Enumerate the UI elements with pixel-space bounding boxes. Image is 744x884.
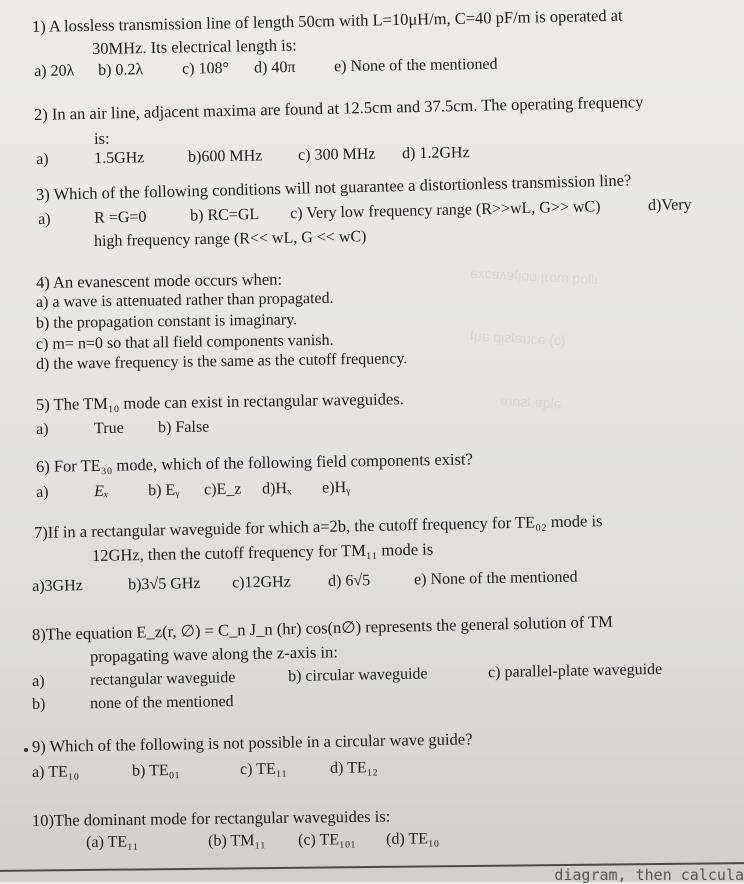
q2-option-a-value: 1.5GHz	[93, 149, 145, 168]
q5-option-a-value: True	[93, 419, 124, 438]
q10-option-d: (d) TE₁₀	[385, 830, 440, 848]
q2-option-c: c) 300 MHz	[297, 145, 376, 164]
q3-option-b: b) RC=GL	[189, 205, 260, 225]
q7-option-a: a)3GHz	[32, 577, 83, 595]
q9-option-d: d) TE₁₂	[329, 759, 378, 777]
q10-stem: 10)The dominant mode for rectangular waveguides is:	[31, 806, 391, 830]
q10-option-b: (b) TM₁₁	[207, 832, 266, 850]
bullet-mark	[24, 748, 28, 752]
q2-option-a: a)	[36, 150, 49, 168]
q5-option-a: a)	[36, 420, 49, 438]
next-page-fragment: diagram, then calcula	[554, 866, 744, 884]
show-through-text: (ɔ) ǝɔuɐʇsᴉp ǝɥʇ	[469, 327, 567, 349]
q6-option-a: a)	[36, 483, 49, 501]
q10-option-c: (c) TE₁₀₁	[297, 831, 356, 849]
q3-option-a: a)	[38, 210, 51, 228]
q3-option-c: c) Very low frequency range (R>>wL, G>> wC)	[289, 198, 601, 223]
q8-option-b-value: none of the mentioned	[89, 693, 234, 713]
q7-stem-line2: 12GHz, then the cutoff frequency for TM₁₁ mode is	[91, 539, 434, 565]
q8-option-c: c) parallel-plate waveguide	[487, 660, 663, 682]
q3-option-a-value: R =G=0	[93, 208, 147, 227]
q1-option-a: a) 20λ	[34, 62, 75, 80]
q7-option-e: e) None of the mentioned	[413, 568, 578, 589]
q2-option-b: b)600 MHz	[187, 147, 263, 166]
q6-option-e: e)Hᵧ	[321, 479, 351, 497]
q7-stem-line1: 7)If in a rectangular waveguide for which a=2b, the cutoff frequency for TE₀₂ mode is	[33, 511, 603, 542]
q7-option-c: c)12GHz	[231, 573, 291, 592]
q2-option-d: d) 1.2GHz	[401, 144, 470, 163]
q6-option-d: d)Hₓ	[261, 479, 292, 498]
q7-option-d: d) 6√5	[327, 572, 371, 590]
q4-option-b: b) the propagation constant is imaginary.	[35, 311, 298, 332]
q8-stem-line2: propagating wave along the z-axis in:	[89, 642, 339, 666]
q9-stem: 9) Which of the following is not possible in a circular wave guide?	[31, 729, 473, 756]
q9-option-b: b) TE₀₁	[131, 761, 180, 780]
q1-stem-line1: 1) A lossless transmission line of length 50cm with L=10μH/m, C=40 pF/m is operated at	[31, 5, 623, 36]
q2-stem-line2: is:	[93, 128, 110, 148]
q8-stem-line1: 8)The equation E_z(r, ∅) = C_n J_n (hr) cos(n∅) represents the general solution of TM	[31, 611, 614, 644]
q6-option-a-value: Eₓ	[93, 482, 109, 501]
q5-option-b: b) False	[157, 418, 210, 437]
q9-option-a: a) TE₁₀	[32, 763, 80, 781]
q9-option-c: c) TE₁₁	[239, 760, 288, 779]
q1-option-e: e) None of the mentioned	[333, 55, 498, 76]
q8-option-a: a)	[32, 672, 45, 690]
show-through-text: ǝlqɐ ʇsnɾɐ	[499, 392, 562, 412]
q8-option-b: b)	[32, 695, 46, 713]
q6-option-c: c)E_z	[203, 480, 242, 499]
q8-option-a-value: rectangular waveguide	[89, 669, 236, 689]
q4-option-d: d) the wave frequency is the same as the cutoff frequency.	[35, 350, 408, 373]
q2-stem-line1: 2) In an air line, adjacent maxima are found at 12.5cm and 37.5cm. The operating frequency	[33, 92, 644, 124]
q5-stem: 5) The TM₁₀ mode can exist in rectangular waveguides.	[35, 389, 404, 414]
q3-option-d: d)Very	[647, 196, 692, 215]
q7-option-b: b)3√5 GHz	[127, 575, 201, 594]
q4-stem: 4) An evanescent mode occurs when:	[35, 269, 283, 292]
show-through-text: ᴉlloq moɹɟ uoᴉʇɐʌɐɔxǝ	[469, 264, 598, 288]
q1-option-d: d) 40π	[253, 58, 296, 77]
q3-option-d-continuation: high frequency range (R<< wL, G << wC)	[93, 228, 367, 250]
q10-option-a: (a) TE₁₁	[86, 833, 139, 851]
q3-stem-line1: 3) Which of the following conditions will not guarantee a distortionless transmission line?	[35, 170, 632, 204]
q8-option-circular: b) circular waveguide	[287, 665, 428, 686]
q1-option-c: c) 108°	[181, 59, 230, 78]
q6-option-b: b) Eᵧ	[147, 481, 180, 500]
q4-option-a: a) a wave is attenuated rather than propagated.	[35, 289, 334, 311]
q1-stem-line2: 30MHz. Its electrical length is:	[91, 35, 297, 58]
q1-option-b: b) 0.2λ	[97, 61, 144, 79]
q4-option-c: c) m= n=0 so that all field components vanish.	[35, 331, 334, 353]
q6-stem: 6) For TE₃₀ mode, which of the following field components exist?	[35, 449, 474, 476]
